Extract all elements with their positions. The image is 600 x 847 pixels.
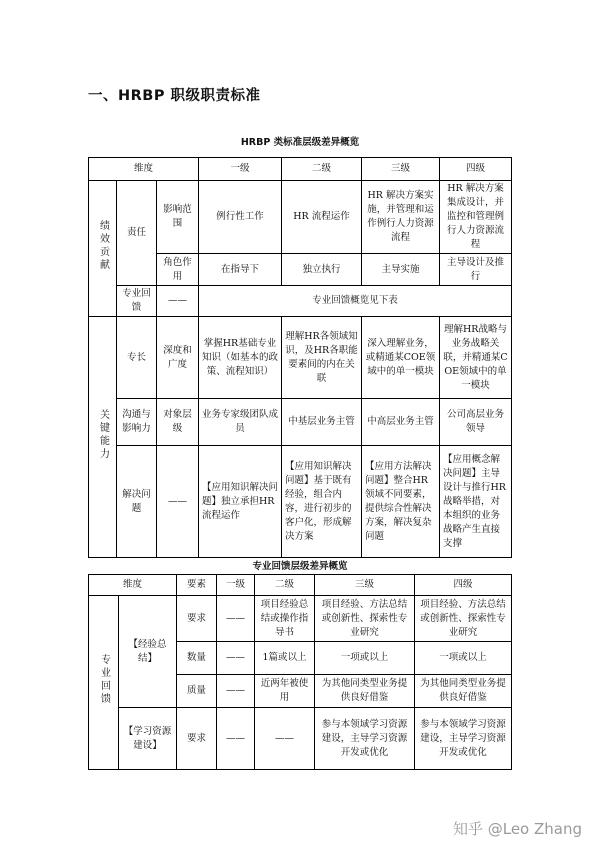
specialty-label: 专长 [117,317,157,399]
comm-label: 沟通与影响力 [117,399,157,446]
scope-l2: HR 流程运作 [282,181,362,254]
role-l4: 主导设计及推行 [440,254,512,286]
comm-l2: 中基层业务主管 [282,399,362,446]
solve-l3: 【应用方法解决问题】整合HR领域不同要素，提供综合性解决方案，解决复杂问题 [362,446,440,558]
specialty-l1: 掌握HR基础专业知识（如基本的政策、流程知识） [199,317,282,399]
learn-l1: —— [217,708,255,770]
header-level-1: 一级 [199,158,282,181]
feedback-dash: —— [157,286,199,317]
qual-l4: 为其他同类型业务提供良好借鉴 [415,675,512,708]
learn-l4: 参与本领域学习资源建设，主导学习资源开发或优化 [415,708,512,770]
solve-l4: 【应用概念解决问题】主导设计与推行HR战略举措，对本组织的业务战略产生直接支撑 [440,446,512,558]
specialty-l3: 深入理解业务，或精通某COE领域中的单一模块 [362,317,440,399]
perf-contribution-label: 绩效贡献 [89,181,117,317]
qual-elem: 质量 [177,675,217,708]
feedback-label: 专业回馈 [117,286,157,317]
table2-caption: 专业回馈层级差异概览 [252,561,348,572]
t2-header-level-4: 四级 [415,575,512,596]
learn-l2: —— [255,708,315,770]
scope-l4: HR 解决方案集成设计，并监控和管理例行人力资源流程 [440,181,512,254]
t2-header-level-1: 一级 [217,575,255,596]
role-l3: 主导实施 [362,254,440,286]
feedback-merged: 专业回馈概览见下表 [199,286,512,317]
responsibility-label: 责任 [117,181,157,286]
learn-l3: 参与本领域学习资源建设，主导学习资源开发或优化 [315,708,415,770]
header-level-2: 二级 [282,158,362,181]
watermark: 知乎 @Leo Zhang [452,820,582,838]
solve-sub: —— [157,446,199,558]
header-dimension: 维度 [89,158,199,181]
qty-elem: 数量 [177,642,217,675]
qty-l3: 一项或以上 [315,642,415,675]
specialty-l4: 理解HR战略与业务战略关联，并精通某COE领域中的单一模块 [440,317,512,399]
header-level-4: 四级 [440,158,512,181]
solve-l2: 【应用知识解决问题】基于既有经验，组合内容，进行初步的客户化，形成解决方案 [282,446,362,558]
specialty-l2: 理解HR各领域知识，及HR各职能要素间的内在关联 [282,317,362,399]
qty-l2: 1篇或以上 [255,642,315,675]
scope-label: 影响范围 [157,181,199,254]
solve-l1: 【应用知识解决问题】独立承担HR流程运作 [199,446,282,558]
t2-header-dimension: 维度 [89,575,177,596]
qual-l2: 近两年被使用 [255,675,315,708]
comm-sub: 对象层级 [157,399,199,446]
req-l2: 项目经验总结或操作指导书 [255,596,315,642]
t2-header-level-3: 三级 [315,575,415,596]
comm-l3: 中高层业务主管 [362,399,440,446]
experience-summary-label: 【经验总结】 [119,596,177,708]
comm-l1: 业务专家级团队成员 [199,399,282,446]
learning-resources-label: 【学习资源建设】 [119,708,177,770]
scope-l1: 例行性工作 [199,181,282,254]
feedback-level-table [88,574,512,770]
qty-l1: —— [217,642,255,675]
scope-l3: HR 解决方案实施，并管理和运作例行人力资源流程 [362,181,440,254]
hrbp-level-table [88,157,512,558]
role-l1: 在指导下 [199,254,282,286]
table1-caption: HRBP 类标准层级差异概览 [240,137,360,148]
comm-l4: 公司高层业务领导 [440,399,512,446]
t2-header-level-2: 二级 [255,575,315,596]
qual-l1: —— [217,675,255,708]
req-l1: —— [217,596,255,642]
req-l3: 项目经验、方法总结或创新性、探索性专业研究 [315,596,415,642]
qty-l4: 一项或以上 [415,642,512,675]
professional-feedback-label: 专业回馈 [89,596,119,770]
learn-elem: 要求 [177,708,217,770]
req-l4: 项目经验、方法总结或创新性、探索性专业研究 [415,596,512,642]
header-level-3: 三级 [362,158,440,181]
solve-label: 解决问题 [117,446,157,558]
role-label: 角色作用 [157,254,199,286]
qual-l3: 为其他同类型业务提供良好借鉴 [315,675,415,708]
role-l2: 独立执行 [282,254,362,286]
specialty-sub: 深度和广度 [157,317,199,399]
section-heading: 一、HRBP 职级职责标准 [88,88,261,104]
key-abilities-label: 关键能力 [89,317,117,558]
t2-header-element: 要素 [177,575,217,596]
req-elem: 要求 [177,596,217,642]
